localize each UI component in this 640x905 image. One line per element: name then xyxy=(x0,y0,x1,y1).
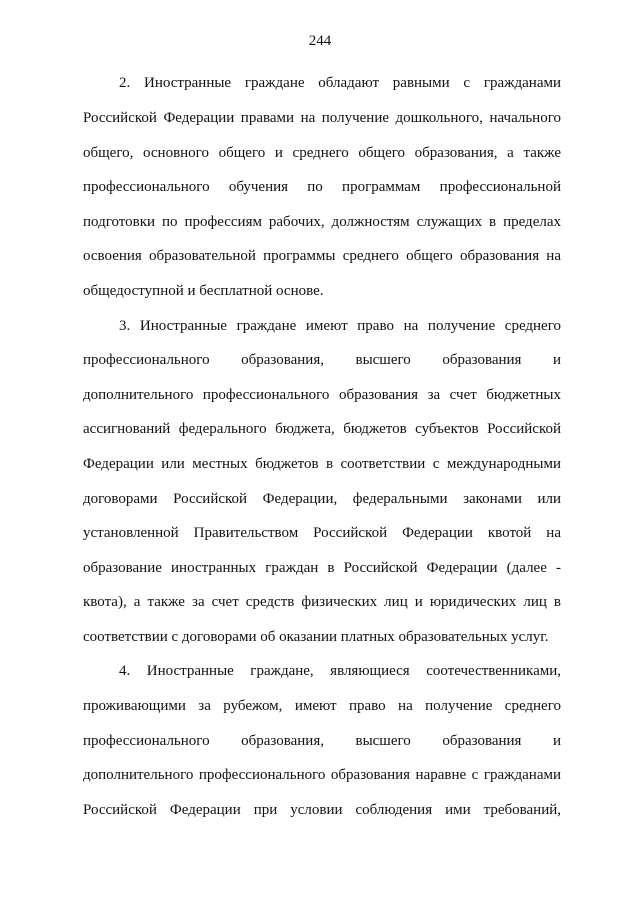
page-number: 244 xyxy=(308,33,332,49)
text-line: дополнительного профессионального образования за счет бюджетных xyxy=(83,387,561,403)
text-line: освоения образовательной программы среднего общего образования на xyxy=(83,248,561,264)
text-line: договорами Российской Федерации, федеральными законами или xyxy=(83,491,561,507)
text-line: 4. Иностранные граждане, являющиеся соотечественниками, xyxy=(119,663,561,679)
text-line: Федерации или местных бюджетов в соответствии с международными xyxy=(83,456,561,472)
text-line: профессионального обучения по программам профессиональной xyxy=(83,179,561,195)
text-line: соответствии с договорами об оказании платных образовательных услуг. xyxy=(83,629,549,645)
text-line: профессионального образования, высшего образования и xyxy=(83,352,561,368)
text-line: общего, основного общего и среднего общего образования, а также xyxy=(83,145,561,161)
text-line: образование иностранных граждан в Российской Федерации (далее - xyxy=(83,560,561,576)
text-line: дополнительного профессионального образования наравне с гражданами xyxy=(83,767,561,783)
text-line: квота), а также за счет средств физических лиц и юридических лиц в xyxy=(83,594,561,610)
text-line: 3. Иностранные граждане имеют право на получение среднего xyxy=(119,318,561,334)
text-line: установленной Правительством Российской Федерации квотой на xyxy=(83,525,561,541)
text-line: подготовки по профессиям рабочих, должностям служащих в пределах xyxy=(83,214,561,230)
text-line: ассигнований федерального бюджета, бюджетов субъектов Российской xyxy=(83,421,561,437)
text-line: проживающими за рубежом, имеют право на получение среднего xyxy=(83,698,561,714)
text-line: 2. Иностранные граждане обладают равными с гражданами xyxy=(119,75,561,91)
text-line: Российской Федерации правами на получение дошкольного, начального xyxy=(83,110,561,126)
text-line: профессионального образования, высшего образования и xyxy=(83,733,561,749)
text-line: Российской Федерации при условии соблюдения ими требований, xyxy=(83,802,561,818)
text-line: общедоступной и бесплатной основе. xyxy=(83,283,324,299)
